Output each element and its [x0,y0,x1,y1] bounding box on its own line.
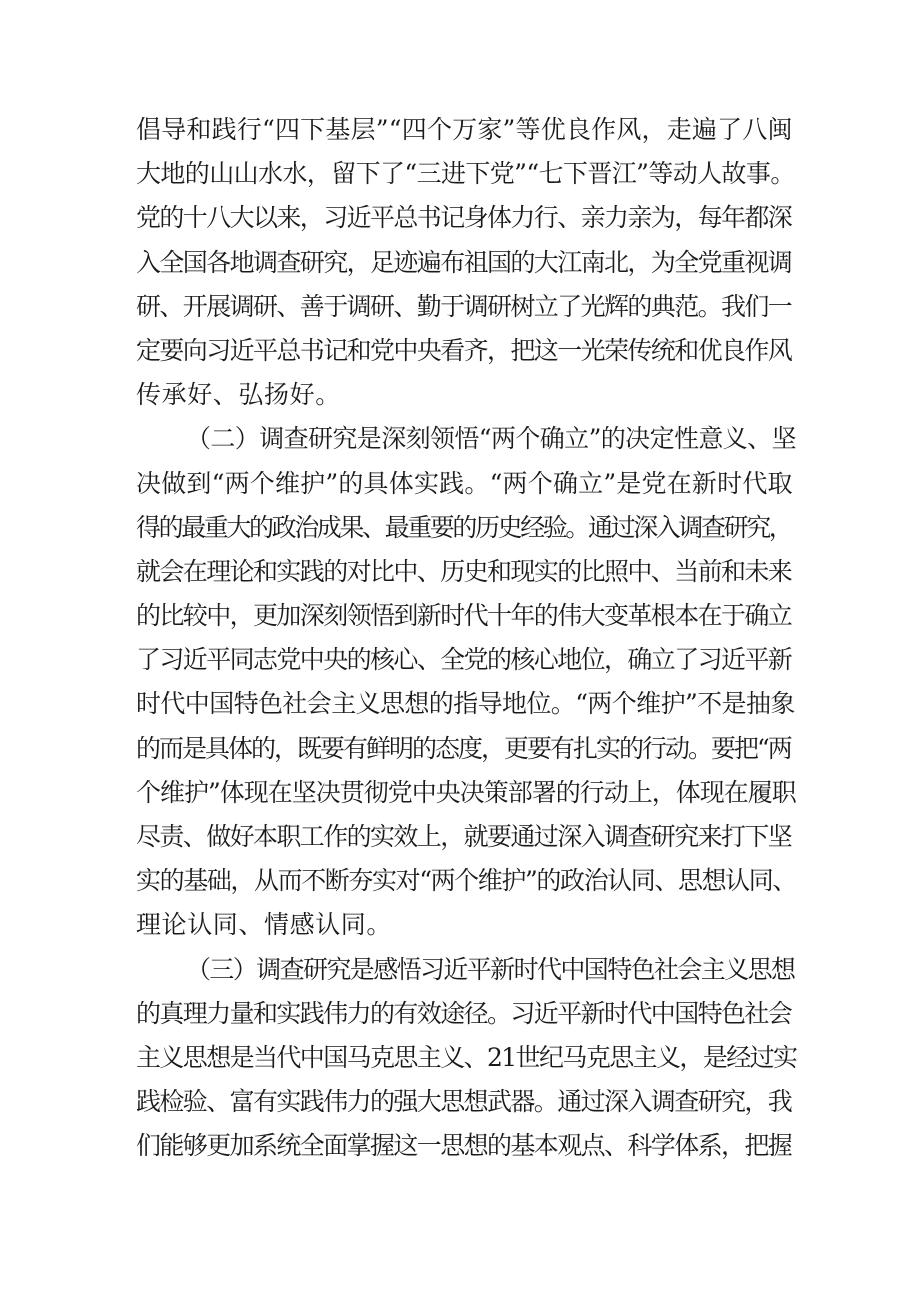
body-text [136,108,796,1169]
text-line: 个维护”体现在坚决贯彻党中央决策部署的行动上，体现在履职 [136,777,796,807]
text-line: 实的基础，从而不断夯实对“两个维护”的政治认同、思想认同、 [136,866,796,896]
text-line: 的而是具体的，既要有鲜明的态度，更要有扎实的行动。要把“两 [136,733,791,763]
text-line: 入全国各地调查研究，足迹遍布祖国的大江南北，为全党重视调 [136,247,792,277]
text-line: 主义思想是当代中国马克思主义、21世纪马克思主义，是经过实 [136,1042,797,1072]
text-line: 尽责、做好本职工作的实效上，就要通过深入调查研究来打下坚 [136,822,792,851]
text-line: 大地的山山水水，留下了“三进下党”“七下晋江”等动人故事。 [136,159,795,189]
text-line: 得的最重大的政治成果、最重要的历史经验。通过深入调查研究， [136,512,792,542]
text-line: 决做到“两个维护”的具体实践。“两个确立”是党在新时代取 [136,468,793,498]
text-line: 就会在理论和实践的对比中、历史和现实的比照中、当前和未来 [136,556,792,586]
text-line: 党的十八大以来，习近平总书记身体力行、亲力亲为，每年都深 [136,203,792,233]
text-line: 的真理力量和实践伟力的有效途径。习近平新时代中国特色社会 [136,998,792,1028]
text-line: 传承好、弘扬好。 [136,380,341,410]
text-line: 的比较中，更加深刻领悟到新时代十年的伟大变革根本在于确立 [136,601,792,631]
text-line: 了习近平同志党中央的核心、全党的核心地位，确立了习近平新 [136,645,792,675]
text-line: 定要向习近平总书记和党中央看齐，把这一光荣传统和优良作风 [136,335,792,365]
text-line: 时代中国特色社会主义思想的指导地位。“两个维护”不是抽象 [136,689,795,719]
text-line: 研、开展调研、善于调研、勤于调研树立了光辉的典范。我们一 [136,291,792,321]
text-line: 倡导和践行“四下基层”“四个万家”等优良作风，走遍了八闽 [136,115,793,144]
text-line: 理论认同、情感认同。 [136,910,393,940]
paragraph-start-line: （二）调查研究是深刻领悟“两个确立”的决定性意义、坚 [186,424,796,454]
text-line: 们能够更加系统全面掌握这一思想的基本观点、科学体系，把握 [136,1131,792,1161]
paragraph-start-line: （三）调查研究是感悟习近平新时代中国特色社会主义思想 [186,954,795,984]
text-line: 践检验、富有实践伟力的强大思想武器。通过深入调查研究，我 [136,1087,792,1117]
